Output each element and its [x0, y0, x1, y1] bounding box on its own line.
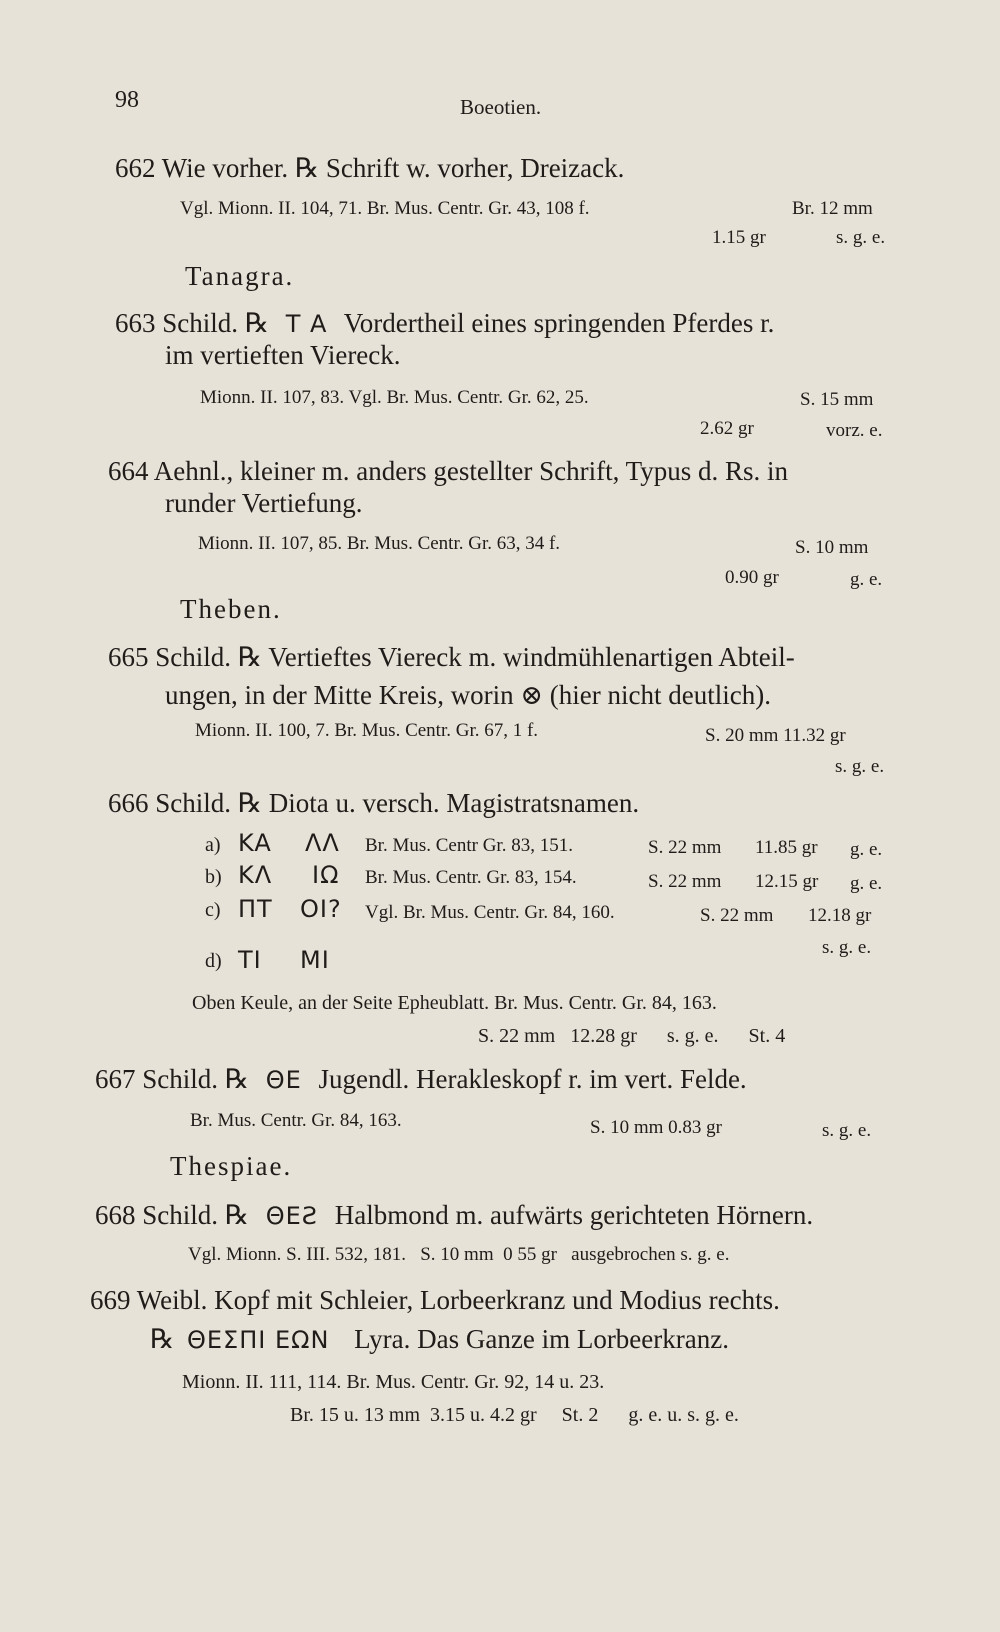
variant-size: S. 22 mm [700, 905, 774, 926]
entry-664-condition: g. e. [850, 569, 883, 590]
entry-665-line1: 665 Schild. ℞ Vertieftes Viereck m. windmühlenartigen Abteil- [108, 642, 795, 672]
reverse-sign: ℞ [150, 1324, 175, 1354]
entry-664-size: S. 10 mm [795, 537, 869, 558]
section-heading-theben: Theben. [180, 594, 282, 624]
entry-669-text: Lyra. Das Ganze im Lorbeerkranz. [354, 1324, 729, 1354]
variant-legend-1: KA [238, 829, 272, 857]
entry-662-weight: 1.15 gr [712, 227, 766, 248]
page-number: 98 [115, 87, 139, 113]
variant-label: a) [205, 834, 221, 856]
entry-663-size: S. 15 mm [800, 389, 874, 410]
entry-666-measure: S. 22 mm 12.28 gr s. g. e. St. 4 [478, 1025, 786, 1047]
variant-ref: Vgl. Br. Mus. Centr. Gr. 84, 160. [365, 902, 615, 923]
entry-664-line2: runder Vertiefung. [165, 488, 363, 518]
entry-668-legend: ΘEƧ [265, 1202, 319, 1230]
variant-condition: s. g. e. [822, 937, 872, 958]
entry-662-ref: Vgl. Mionn. II. 104, 71. Br. Mus. Centr. Gr. 43, 108 f. [180, 198, 590, 219]
entry-666-description: Oben Keule, an der Seite Epheublatt. Br. Mus. Centr. Gr. 84, 163. [192, 992, 717, 1014]
entry-665-ref: Mionn. II. 100, 7. Br. Mus. Centr. Gr. 67, 1 f. [195, 720, 539, 741]
variant-condition: g. e. [850, 873, 883, 894]
variant-condition: g. e. [850, 839, 883, 860]
entry-667-size-weight: S. 10 mm 0.83 gr [590, 1117, 722, 1138]
entry-662-size: Br. 12 mm [792, 198, 873, 219]
variant-legend-2: ΛΛ [305, 829, 340, 857]
entry-669-legend: ΘEΣΠI EΩN [186, 1326, 330, 1354]
entry-663-text: Vordertheil eines springenden Pferdes r. [343, 308, 775, 338]
entry-663-ref: Mionn. II. 107, 83. Vgl. Br. Mus. Centr. Gr. 62, 25. [200, 387, 589, 408]
entry-662-line1: 662 Wie vorher. ℞ Schrift w. vorher, Dreizack. [115, 153, 625, 183]
variant-weight: 11.85 gr [755, 837, 818, 858]
entry-663-weight: 2.62 gr [700, 418, 754, 439]
variant-legend-2: OI? [300, 895, 342, 923]
entry-663-line1 [115, 310, 774, 337]
variant-legend-2: IΩ [312, 861, 340, 889]
variant-weight: 12.18 gr [808, 905, 872, 926]
variant-label: b) [205, 866, 222, 888]
entry-667-ref: Br. Mus. Centr. Gr. 84, 163. [190, 1110, 402, 1131]
variant-label: d) [205, 950, 222, 972]
entry-667-start: 667 Schild. ℞ [95, 1064, 249, 1094]
entry-665-line2: ungen, in der Mitte Kreis, worin ⊗ (hier nicht deutlich). [165, 680, 771, 710]
section-heading-thespiae: Thespiae. [170, 1151, 293, 1181]
entry-668-text: Halbmond m. aufwärts gerichteten Hörnern. [334, 1200, 814, 1230]
entry-667-condition: s. g. e. [822, 1120, 872, 1141]
entry-666-line1: 666 Schild. ℞ Diota u. versch. Magistratsnamen. [108, 788, 640, 818]
variant-size: S. 22 mm [648, 871, 722, 892]
entry-665-condition: s. g. e. [835, 756, 885, 777]
entry-664-weight: 0.90 gr [725, 567, 779, 588]
section-heading-tanagra: Tanagra. [185, 261, 295, 291]
entry-669-measure: Br. 15 u. 13 mm 3.15 u. 4.2 gr St. 2 g. e. u. s. g. e. [290, 1404, 739, 1426]
entry-669-line2 [150, 1326, 729, 1353]
entry-663-legend: T A [285, 310, 328, 338]
entry-669-ref: Mionn. II. 111, 114. Br. Mus. Centr. Gr. 92, 14 u. 23. [182, 1371, 605, 1393]
entry-668-ref: Vgl. Mionn. S. III. 532, 181. S. 10 mm 0 55 gr ausgebrochen s. g. e. [188, 1244, 730, 1265]
variant-size: S. 22 mm [648, 837, 722, 858]
entry-664-line1: 664 Aehnl., kleiner m. anders gestellter Schrift, Typus d. Rs. in [108, 456, 789, 486]
variant-legend-1: TI [238, 946, 262, 974]
variant-ref: Br. Mus. Centr. Gr. 83, 154. [365, 867, 577, 888]
entry-665-size-weight: S. 20 mm 11.32 gr [705, 725, 846, 746]
entry-667-text: Jugendl. Herakleskopf r. im vert. Felde. [318, 1064, 747, 1094]
variant-weight: 12.15 gr [755, 871, 819, 892]
entry-668-start: 668 Schild. ℞ [95, 1200, 249, 1230]
running-title: Boeotien. [460, 95, 542, 119]
entry-669-line1: 669 Weibl. Kopf mit Schleier, Lorbeerkranz und Modius rechts. [90, 1285, 780, 1315]
entry-662-condition: s. g. e. [836, 227, 886, 248]
entry-664-ref: Mionn. II. 107, 85. Br. Mus. Centr. Gr. 63, 34 f. [198, 533, 561, 554]
variant-ref: Br. Mus. Centr Gr. 83, 151. [365, 835, 573, 856]
entry-663-condition: vorz. e. [826, 420, 883, 441]
variant-legend-1: ΠT [238, 895, 273, 923]
variant-legend-2: MI [300, 946, 330, 974]
entry-663-start: 663 Schild. ℞ [115, 308, 269, 338]
entry-667-line1 [95, 1066, 747, 1093]
entry-667-legend: ΘE [265, 1066, 302, 1094]
entry-668-line1 [95, 1202, 813, 1229]
variant-label: c) [205, 899, 221, 921]
variant-legend-1: KΛ [238, 861, 273, 889]
entry-663-line2: im vertieften Viereck. [165, 340, 401, 370]
